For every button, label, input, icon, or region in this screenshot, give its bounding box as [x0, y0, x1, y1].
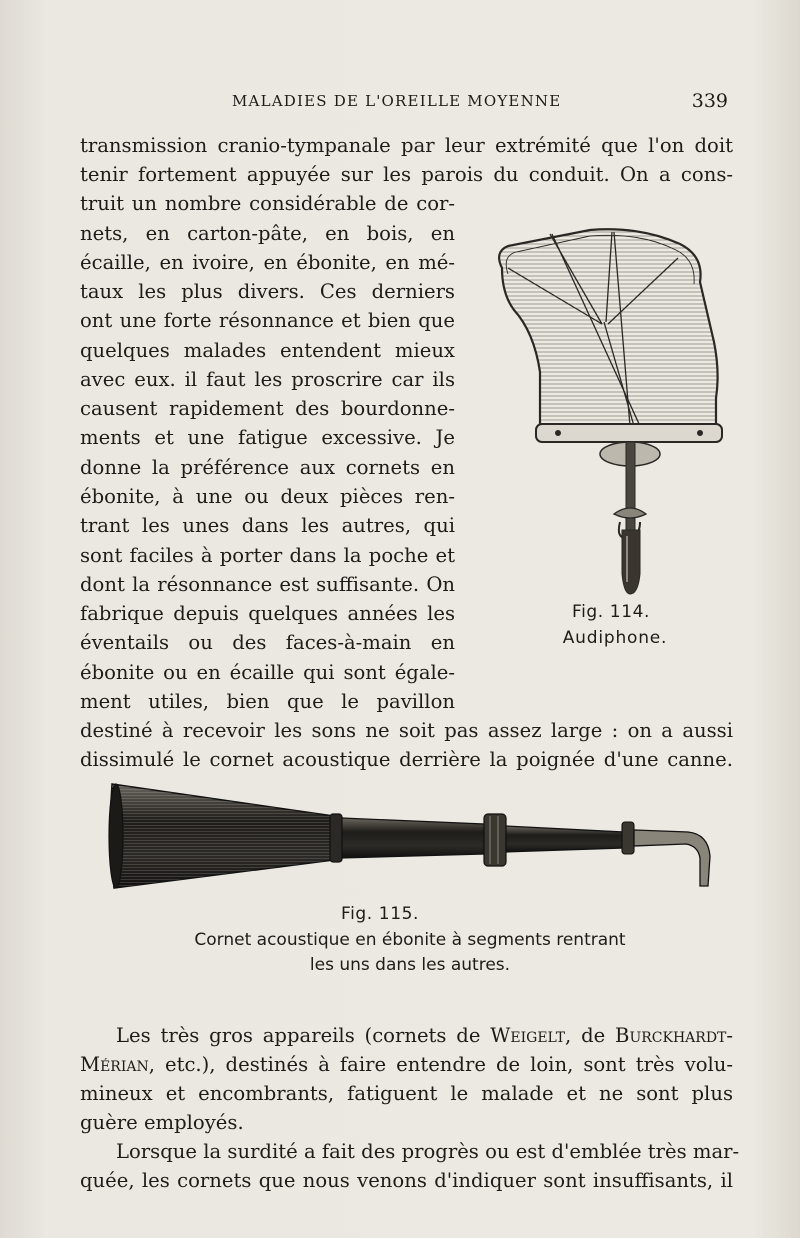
text-line: avec eux. il faut les proscrire car ils — [80, 368, 455, 391]
text-line: causent rapidement des bourdonne- — [80, 397, 455, 420]
figure-114-number: Fig. 114. — [571, 602, 651, 622]
author-name: Mérian — [80, 1053, 149, 1076]
text-line: fabrique depuis quelques années les — [80, 602, 455, 625]
text-fragment: , de — [565, 1024, 616, 1047]
text-fragment: , etc.), destinés à faire entendre de loin, sont très volu- — [148, 1053, 733, 1076]
author-name: Weigelt — [490, 1024, 566, 1047]
figure-115-caption-line-2: les uns dans les autres. — [309, 955, 511, 975]
text-line: ébonite ou en écaille qui sont égale- — [80, 661, 455, 684]
text-line: quelques malades entendent mieux — [80, 339, 455, 362]
figure-115-number: Fig. 115. — [340, 904, 420, 924]
page-number: 339 — [691, 90, 728, 112]
text-fragment: Les très gros appareils (cornets de — [116, 1024, 491, 1047]
text-line: dont la résonnance est suffisante. On — [80, 573, 455, 596]
running-head — [80, 92, 728, 116]
text-line: sont faciles à porter dans la poche et — [80, 544, 455, 567]
text-line: ébonite, à une ou deux pièces ren- — [80, 485, 455, 508]
text-line: tenir fortement appuyée sur les parois du conduit. On a cons- — [80, 163, 733, 186]
text-line: mineux et encombrants, fatiguent le malade et ne sont plus — [80, 1082, 733, 1105]
text-line: destiné à recevoir les sons ne soit pas assez large : on a aussi — [80, 719, 733, 742]
text-line — [80, 1050, 733, 1079]
text-line: dissimulé le cornet acoustique derrière la poignée d'une canne. — [80, 748, 733, 771]
text-line: guère employés. — [80, 1111, 244, 1134]
text-line: taux les plus divers. Ces derniers — [80, 280, 455, 303]
text-line: ments et une fatigue excessive. Je — [80, 426, 455, 449]
text-line: transmission cranio-tympanale par leur extrémité que l'on doit — [80, 134, 733, 157]
text-line: truit un nombre considérable de cor- — [80, 192, 455, 215]
text-line: Lorsque la surdité a fait des progrès ou est d'emblée très mar- — [116, 1140, 740, 1163]
text-line: ment utiles, bien que le pavillon — [80, 690, 455, 713]
text-line: éventails ou des faces-à-main en — [80, 631, 455, 654]
text-line: trant les unes dans les autres, qui — [80, 514, 455, 537]
ear-trumpet-illustration — [104, 776, 724, 894]
text-line — [80, 1021, 733, 1050]
text-line: nets, en carton-pâte, en bois, en — [80, 222, 455, 245]
text-line: donne la préférence aux cornets en — [80, 456, 455, 479]
figure-114-caption: Audiphone. — [562, 628, 668, 648]
audiphone-illustration — [490, 222, 730, 602]
text-line: écaille, en ivoire, en ébonite, en mé- — [80, 251, 455, 274]
author-name: Burckhardt- — [615, 1024, 733, 1047]
text-line: ont une forte résonnance et bien que — [80, 309, 455, 332]
running-title: MALADIES DE L'OREILLE MOYENNE — [232, 92, 562, 110]
text-line: quée, les cornets que nous venons d'indiquer sont insuffisants, il — [80, 1169, 733, 1192]
figure-115-caption-line-1: Cornet acoustique en ébonite à segments rentrant — [194, 930, 626, 950]
